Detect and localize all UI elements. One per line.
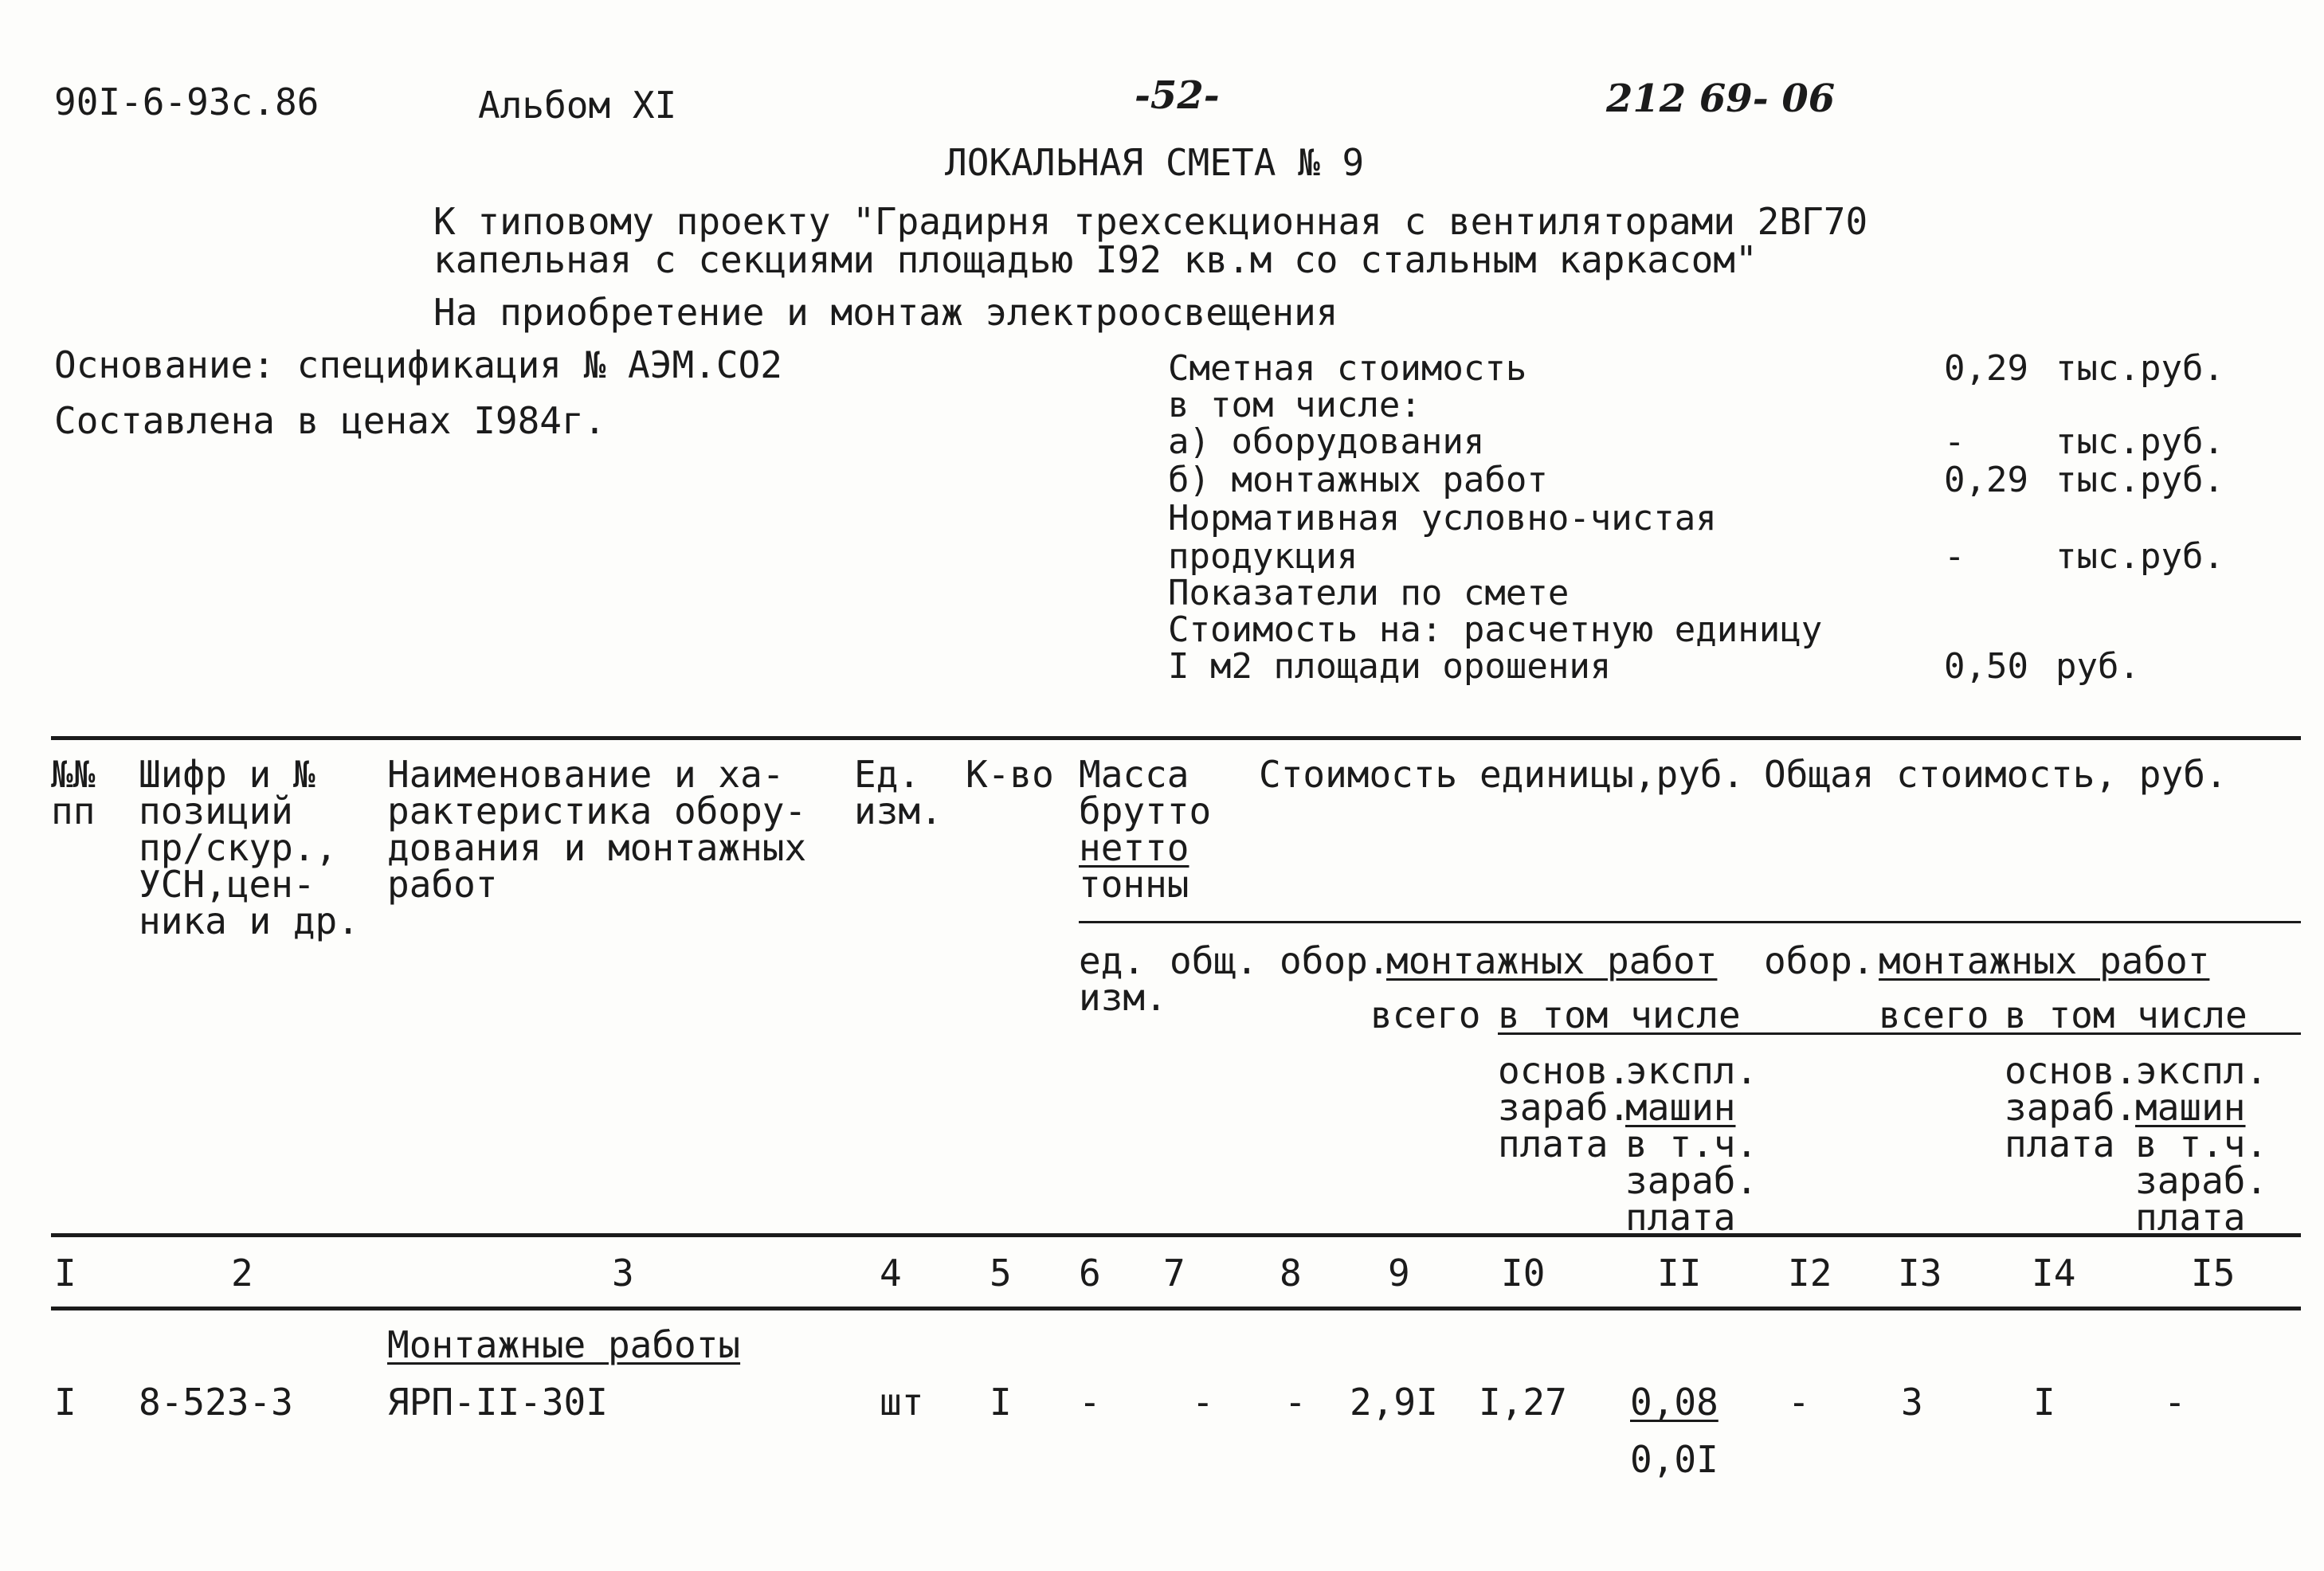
column-number: II — [1657, 1252, 1702, 1295]
header-total-cost: Общая стоимость, руб. — [1764, 753, 2228, 796]
column-number: 6 — [1079, 1252, 1101, 1295]
summary-label: Нормативная условно-чистая — [1168, 498, 1717, 539]
table-top-rule — [51, 736, 2301, 740]
header-code: пр/скур., — [139, 826, 338, 869]
basis-spec: Основание: спецификация № АЭМ.СО2 — [54, 343, 782, 386]
row-name: ЯРП-II-30I — [387, 1381, 608, 1424]
column-number: 4 — [880, 1252, 902, 1295]
row-col12: - — [1788, 1381, 1810, 1424]
header-machines: зараб. — [2135, 1159, 2268, 1202]
row-col7: - — [1192, 1381, 1214, 1424]
header-base-pay: основ. — [2005, 1049, 2138, 1092]
column-number: I5 — [2191, 1252, 2236, 1295]
header-mass: тонны — [1079, 863, 1189, 906]
row-col11-top: 0,08 — [1630, 1381, 1719, 1424]
header-machines: машин — [1625, 1086, 1736, 1129]
header-mass-unit: ед. — [1079, 939, 1146, 982]
header-mass: брутто — [1079, 789, 1212, 833]
summary-value: 0,29 — [1944, 460, 2028, 500]
row-unit: шт — [880, 1381, 924, 1424]
row-col9: 2,9I — [1350, 1381, 1438, 1424]
summary-unit: руб. — [2056, 646, 2140, 687]
row-col15: - — [2164, 1381, 2186, 1424]
header-machines: зараб. — [1625, 1159, 1758, 1202]
column-number: I4 — [2032, 1252, 2076, 1295]
header-total-all: всего — [1879, 993, 1989, 1036]
header-machines: в т.ч. — [1625, 1122, 1758, 1166]
column-number: 3 — [612, 1252, 634, 1295]
basis-prices: Составлена в ценах I984г. — [54, 399, 606, 442]
column-number: 9 — [1388, 1252, 1410, 1295]
header-machines: в т.ч. — [2135, 1122, 2268, 1166]
column-number: I0 — [1501, 1252, 1546, 1295]
header-equipment: обор. — [1764, 939, 1875, 982]
header-base-pay: основ. — [1498, 1049, 1631, 1092]
summary-label: продукция — [1168, 536, 1358, 577]
header-base-pay: плата — [1498, 1122, 1609, 1166]
column-number: I3 — [1898, 1252, 1942, 1295]
header-code: ника и др. — [139, 899, 359, 942]
summary-value: 0,50 — [1944, 646, 2028, 687]
column-number: 2 — [231, 1252, 253, 1295]
summary-value: - — [1944, 536, 1965, 577]
document-title: ЛОКАЛЬНАЯ СМЕТА № 9 — [945, 141, 1365, 184]
purpose-line: На приобретение и монтаж электроосвещения — [433, 291, 1338, 334]
summary-label: а) оборудования — [1168, 421, 1485, 462]
section-title: Монтажные работы — [387, 1323, 741, 1366]
summary-unit: тыс.руб. — [2056, 460, 2224, 500]
row-col8: - — [1284, 1381, 1307, 1424]
header-base-pay: плата — [2005, 1122, 2115, 1166]
header-mass: нетто — [1079, 826, 1189, 869]
summary-label: б) монтажных работ — [1168, 460, 1548, 500]
header-name: рактеристика обору- — [387, 789, 807, 833]
summary-value: 0,29 — [1944, 348, 2028, 389]
header-machines: плата — [2135, 1196, 2246, 1239]
header-name: работ — [387, 863, 498, 906]
table-mid-rule — [1079, 921, 2301, 923]
header-including: в том числе — [2005, 993, 2248, 1036]
header-num: пп — [51, 789, 96, 833]
row-col6: - — [1079, 1381, 1101, 1424]
summary-value: - — [1944, 421, 1965, 462]
page-number: -52- — [1135, 73, 1220, 118]
header-installation: монтажных работ — [1386, 939, 1718, 982]
summary-unit: тыс.руб. — [2056, 348, 2224, 389]
header-machines: плата — [1625, 1196, 1736, 1239]
row-col10: I,27 — [1479, 1381, 1567, 1424]
header-num: №№ — [51, 753, 96, 796]
header-name: Наименование и ха- — [387, 753, 785, 796]
header-base-pay: зараб. — [1498, 1086, 1631, 1129]
header-installation: монтажных работ — [1879, 939, 2210, 982]
column-number: 5 — [990, 1252, 1012, 1295]
summary-unit: тыс.руб. — [2056, 536, 2224, 577]
header-code: позиций — [139, 789, 293, 833]
summary-label: I м2 площади орошения — [1168, 646, 1612, 687]
table-header-bottom-rule — [51, 1233, 2301, 1237]
header-total-all: всего — [1370, 993, 1481, 1036]
header-including: в том числе — [1498, 993, 1741, 1036]
header-mass-unit: изм. — [1079, 976, 1167, 1019]
header-machines: экспл. — [2135, 1049, 2268, 1092]
header-equipment: обор. — [1280, 939, 1390, 982]
table-numbers-rule — [51, 1307, 2301, 1310]
summary-label: Стоимость на: расчетную единицу — [1168, 609, 1823, 650]
header-unit: изм. — [854, 789, 943, 833]
summary-unit: тыс.руб. — [2056, 421, 2224, 462]
column-number: I — [54, 1252, 76, 1295]
project-line-2: капельная с секциями площадью I92 кв.м со стальным каркасом" — [433, 238, 1758, 281]
album-label: Альбом XI — [478, 84, 677, 127]
header-machines: машин — [2135, 1086, 2246, 1129]
header-machines: экспл. — [1625, 1049, 1758, 1092]
row-code: 8-523-3 — [139, 1381, 293, 1424]
header-code: Шифр и № — [139, 753, 315, 796]
header-base-pay: зараб. — [2005, 1086, 2138, 1129]
header-name: дования и монтажных — [387, 826, 807, 869]
row-qty: I — [990, 1381, 1012, 1424]
header-unit-cost: Стоимость единицы,руб. — [1259, 753, 1745, 796]
column-number: 7 — [1163, 1252, 1186, 1295]
document-code: 90I-6-93c.86 — [54, 80, 319, 123]
header-mass-total: общ. — [1170, 939, 1258, 982]
header-code: УСН,цен- — [139, 863, 315, 906]
header-mass: Масса — [1079, 753, 1189, 796]
column-number: I2 — [1788, 1252, 1832, 1295]
summary-label: Показатели по смете — [1168, 573, 1570, 613]
row-col11-bottom: 0,0I — [1630, 1438, 1719, 1481]
inventory-number: 212 69- 06 — [1606, 76, 1836, 121]
row-col14: I — [2033, 1381, 2056, 1424]
column-number: 8 — [1280, 1252, 1302, 1295]
summary-label: Сметная стоимость — [1168, 348, 1527, 389]
header-unit: Ед. — [854, 753, 921, 796]
row-num: I — [54, 1381, 76, 1424]
summary-label: в том числе: — [1168, 385, 1421, 425]
project-line-1: К типовому проекту "Градирня трехсекционная с вентиляторами 2ВГ70 — [433, 200, 1868, 243]
header-qty: К-во — [966, 753, 1054, 796]
row-col13: 3 — [1901, 1381, 1923, 1424]
